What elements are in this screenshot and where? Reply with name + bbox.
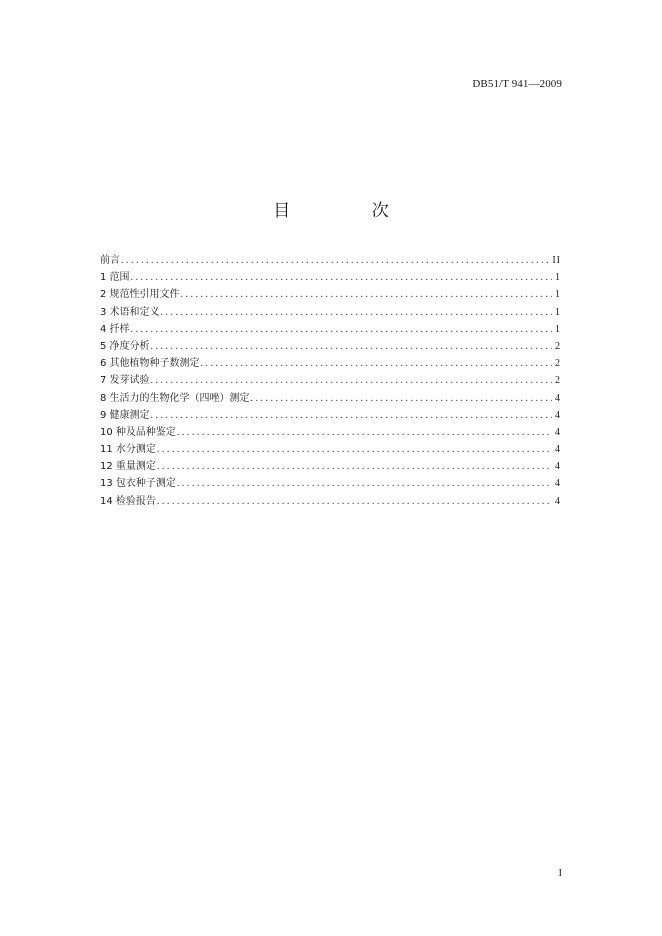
toc-leader-dots	[131, 269, 552, 286]
toc-leader-dots	[151, 407, 552, 424]
toc-entry-label: 13 包衣种子测定	[100, 478, 176, 490]
toc-entry-label: 5 净度分析	[100, 340, 150, 352]
toc-entry-label: 6 其他植物种子数测定	[100, 358, 200, 370]
toc-entry-label: 8 生活力的生物化学（四唑）测定	[100, 392, 250, 404]
toc-entry[interactable]	[100, 424, 561, 441]
toc-entry-label: 4 扦样	[100, 323, 130, 335]
toc-entry[interactable]	[100, 407, 561, 424]
toc-entry[interactable]	[100, 475, 561, 492]
toc-title: 目 次	[273, 201, 427, 221]
toc-entry-page: 4	[555, 409, 561, 421]
toc-entry[interactable]	[100, 390, 561, 407]
toc-leader-dots	[157, 493, 552, 510]
toc-entry-page: 2	[555, 375, 561, 387]
toc-entry-label: 12 重量测定	[100, 461, 156, 473]
toc-entry-page: 1	[555, 323, 561, 335]
toc-entry-label: 14 检验报告	[100, 495, 156, 507]
toc-entry-label: 7 发芽试验	[100, 375, 150, 387]
toc-entry-label: 9 健康测定	[100, 409, 150, 421]
toc-entry[interactable]	[100, 493, 561, 510]
toc-entry-page: 2	[555, 358, 561, 370]
toc-entry-label: 1 范围	[100, 272, 130, 284]
toc-leader-dots	[131, 321, 552, 338]
toc-entry-label: 前言	[100, 255, 120, 266]
toc-entry-label: 3 术语和定义	[100, 306, 160, 318]
toc-leader-dots	[157, 458, 552, 475]
toc-entry-page: 1	[555, 306, 561, 318]
toc-leader-dots	[121, 252, 549, 269]
toc-entry-label: 11 水分测定	[100, 444, 156, 456]
toc-leader-dots	[151, 338, 552, 355]
toc-entry-page: II	[552, 255, 561, 266]
toc-entry-page: 4	[555, 444, 561, 456]
toc-entry[interactable]	[100, 286, 561, 303]
toc-entry-page: 4	[555, 478, 561, 490]
toc-entry-page: 2	[555, 340, 561, 352]
toc-leader-dots	[177, 475, 552, 492]
toc-leader-dots	[201, 355, 552, 372]
toc-entry[interactable]	[100, 458, 561, 475]
toc-leader-dots	[161, 304, 552, 321]
toc-entry-label: 2 规范性引用文件	[100, 289, 180, 301]
toc-leader-dots	[151, 372, 552, 389]
toc-entry-page: 4	[555, 461, 561, 473]
toc-entry[interactable]	[100, 372, 561, 389]
toc-leader-dots	[157, 441, 552, 458]
toc-entry-page: 1	[555, 289, 561, 301]
toc-entry[interactable]	[100, 338, 561, 355]
toc-leader-dots	[181, 286, 552, 303]
toc-leader-dots	[177, 424, 552, 441]
toc-entry[interactable]	[100, 304, 561, 321]
toc-entry-page: 1	[555, 272, 561, 284]
toc-entry-label: 10 种及品种鉴定	[100, 426, 176, 438]
toc-entry[interactable]	[100, 269, 561, 286]
toc-leader-dots	[251, 390, 552, 407]
document-code: DB51/T 941—2009	[472, 78, 562, 90]
toc-entry[interactable]	[100, 355, 561, 372]
page-number: I	[558, 868, 562, 879]
toc-entry[interactable]	[100, 441, 561, 458]
toc-entry[interactable]	[100, 252, 561, 269]
toc-entry-page: 4	[555, 392, 561, 404]
toc-entry-page: 4	[555, 426, 561, 438]
table-of-contents	[100, 252, 561, 510]
toc-entry-page: 4	[555, 495, 561, 507]
toc-entry[interactable]	[100, 321, 561, 338]
